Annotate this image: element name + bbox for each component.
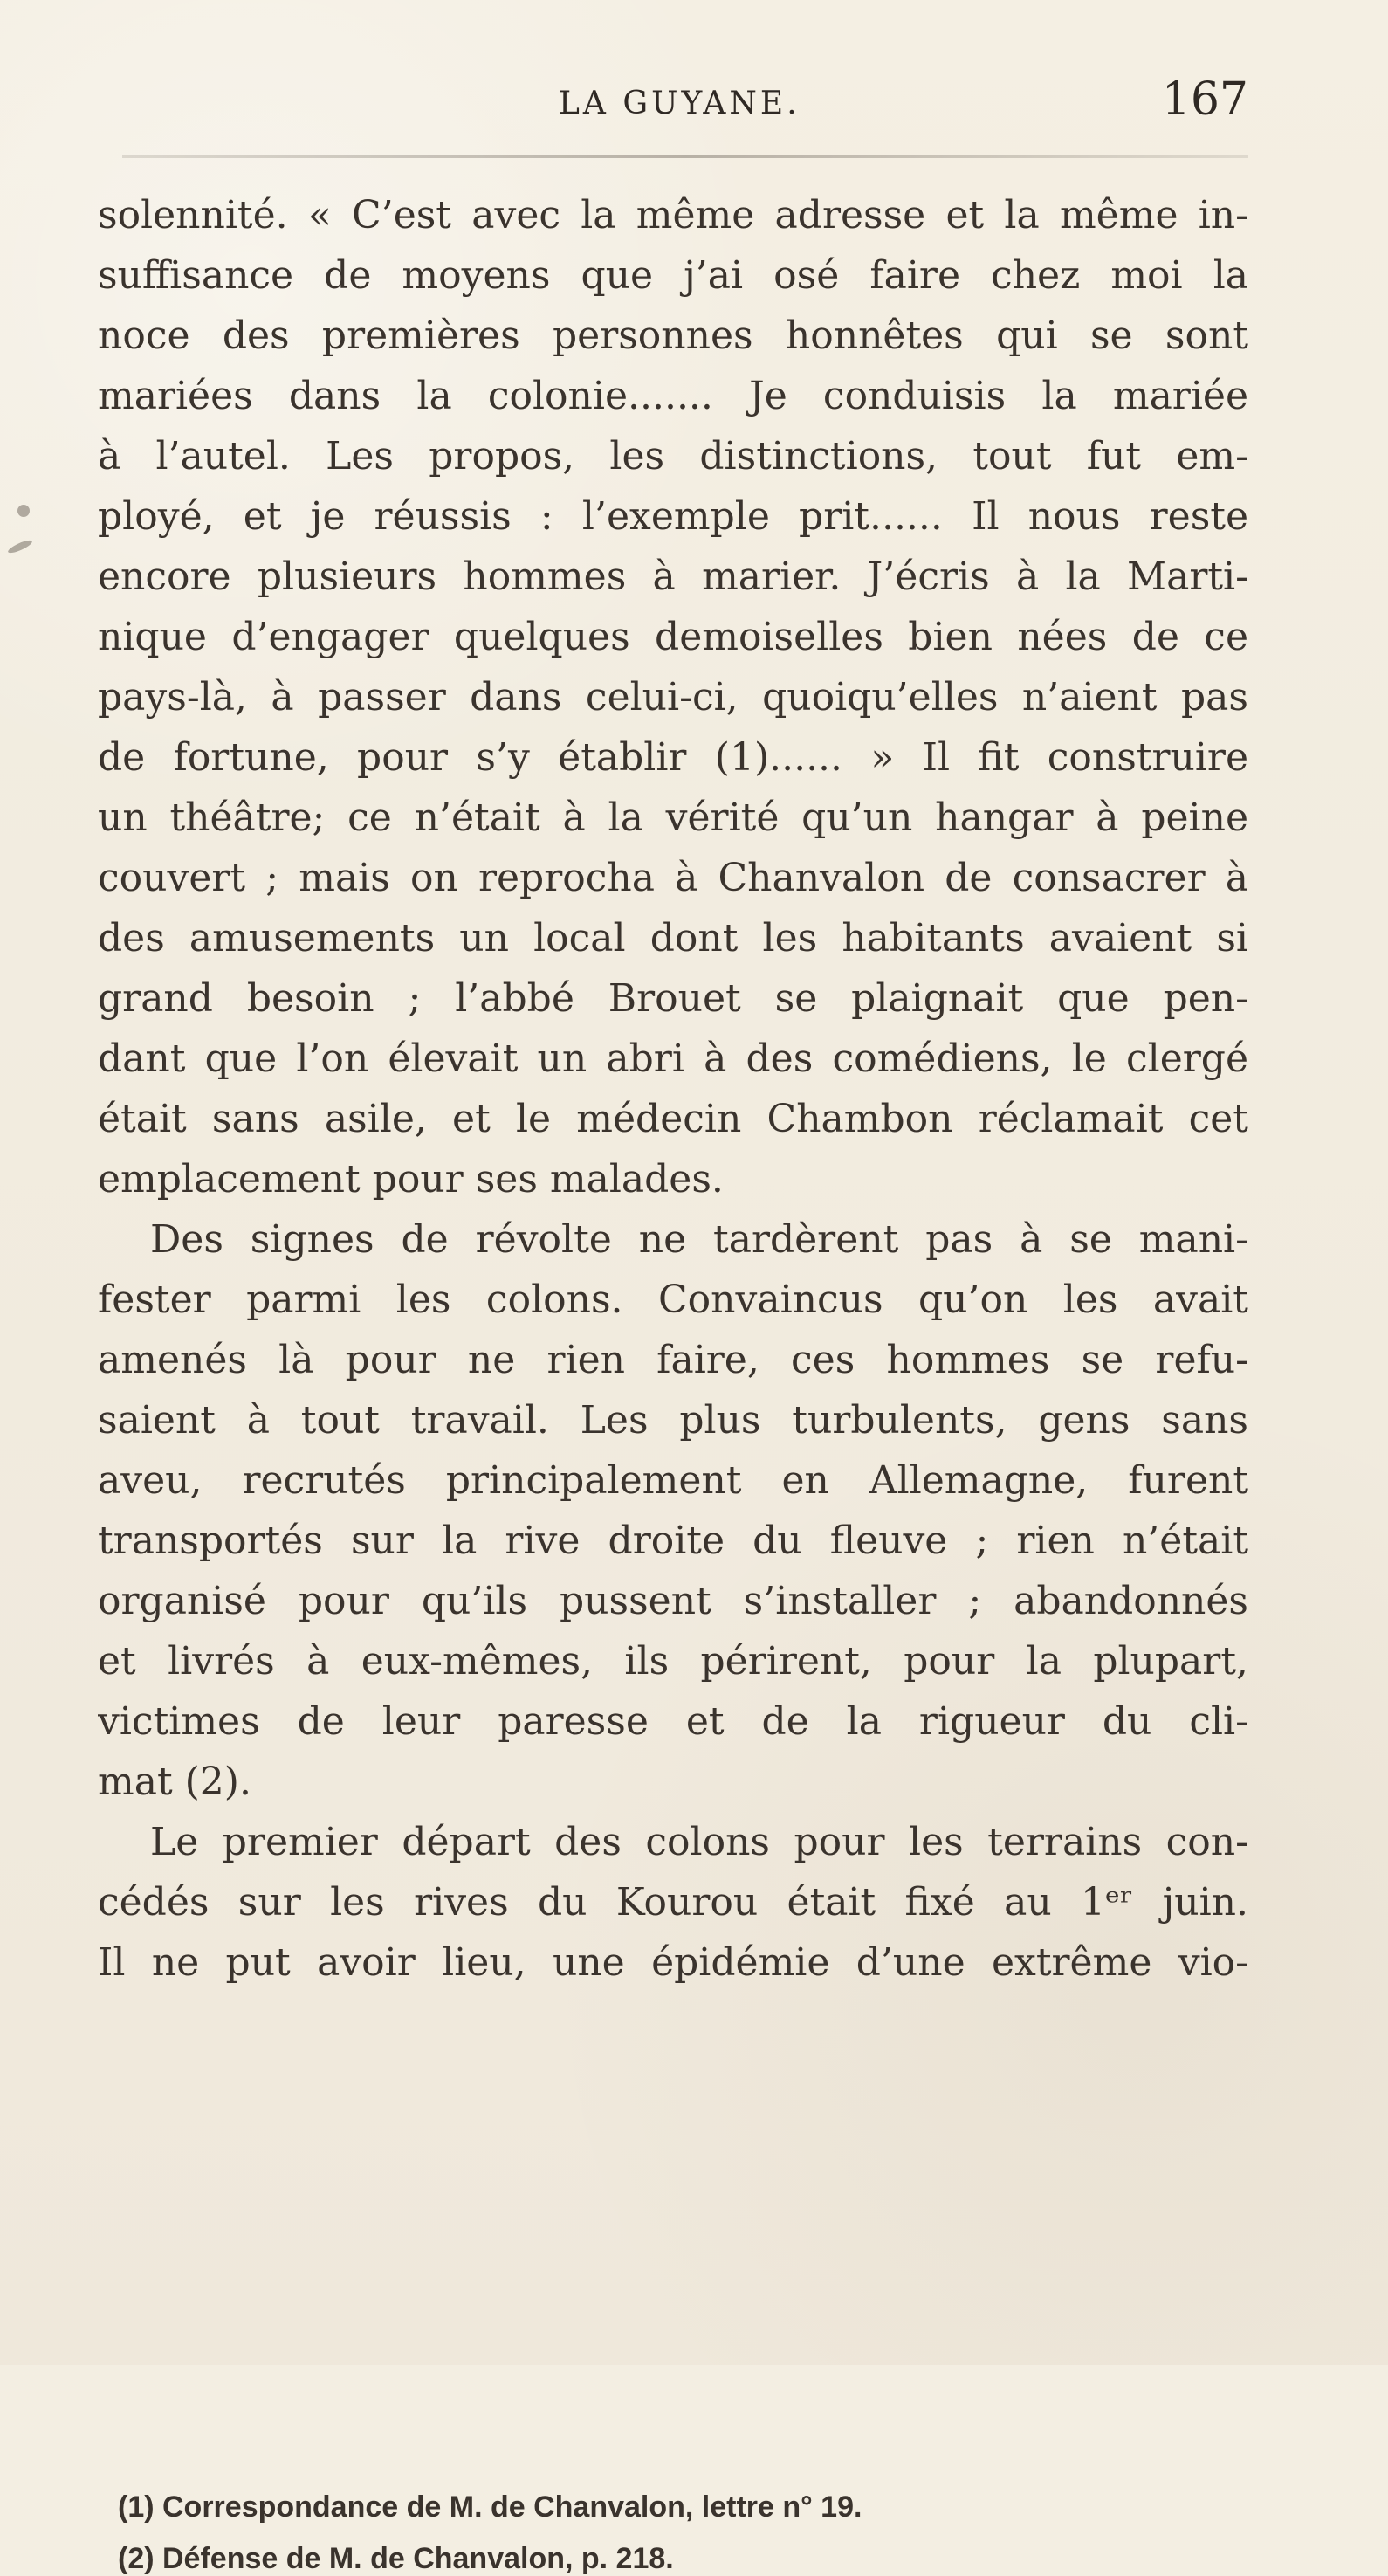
text-line: mariées dans la colonie....... Je conduisis la mariée	[98, 374, 1248, 418]
text-line: mat (2).	[98, 1760, 251, 1804]
text-line: à l’autel. Les propos, les distinctions, tout fut em-	[98, 434, 1248, 479]
text-line: saient à tout travail. Les plus turbulents, gens sans	[98, 1398, 1248, 1443]
text-line: couvert ; mais on reprocha à Chanvalon de consacrer à	[98, 856, 1248, 900]
text-line: Des signes de révolte ne tardèrent pas à se mani-	[150, 1217, 1248, 1262]
text-line: des amusements un local dont les habitants avaient si	[98, 916, 1248, 961]
page-header	[122, 73, 1248, 138]
text-line: ployé, et je réussis : l’exemple prit...... Il nous reste	[98, 494, 1248, 539]
running-title: LA GUYANE.	[559, 86, 801, 121]
text-line: suffisance de moyens que j’ai osé faire chez moi la	[98, 253, 1248, 298]
text-line: grand besoin ; l’abbé Brouet se plaignait que pen-	[98, 976, 1248, 1021]
text-line: noce des premières personnes honnêtes qui se sont	[98, 313, 1248, 358]
page-number: 167	[1161, 73, 1248, 126]
text-line: transportés sur la rive droite du fleuve ; rien n’était	[98, 1519, 1248, 1563]
text-line: dant que l’on élevait un abri à des comédiens, le clergé	[98, 1037, 1248, 1081]
footnote-2: (2) Défense de M. de Chanvalon, p. 218.	[118, 2542, 674, 2575]
text-line: de fortune, pour s’y établir (1)...... » Il fit construire	[98, 735, 1248, 780]
text-line: aveu, recrutés principalement en Allemagne, furent	[98, 1458, 1248, 1503]
text-line: un théâtre; ce n’était à la vérité qu’un hangar à peine	[98, 796, 1248, 840]
text-line: fester parmi les colons. Convaincus qu’on les avait	[98, 1278, 1248, 1322]
text-line: solennité. « C’est avec la même adresse et la même in-	[98, 193, 1248, 238]
text-line: pays-là, à passer dans celui-ci, quoiqu’elles n’aient pas	[98, 675, 1248, 720]
text-line: et livrés à eux-mêmes, ils périrent, pour la plupart,	[98, 1639, 1248, 1684]
footnote-1: (1) Correspondance de M. de Chanvalon, lettre n° 19.	[118, 2490, 862, 2524]
text-line: était sans asile, et le médecin Chambon réclamait cet	[98, 1097, 1248, 1141]
text-line: victimes de leur paresse et de la rigueur du cli-	[98, 1699, 1248, 1744]
page-edge-mark	[0, 498, 45, 576]
text-line: cédés sur les rives du Kourou était fixé au 1ᵉʳ juin.	[98, 1880, 1248, 1925]
text-line: Il ne put avoir lieu, une épidémie d’une extrême vio-	[98, 1940, 1248, 1985]
text-line: emplacement pour ses malades.	[98, 1157, 724, 1202]
text-line: nique d’engager quelques demoiselles bien nées de ce	[98, 615, 1248, 659]
text-line: Le premier départ des colons pour les terrains con-	[150, 1820, 1248, 1864]
text-line: amenés là pour ne rien faire, ces hommes se refu-	[98, 1338, 1248, 1382]
header-rule	[122, 155, 1248, 158]
text-line: organisé pour qu’ils pussent s’installer ; abandonnés	[98, 1579, 1248, 1623]
main-text	[98, 185, 1248, 1993]
text-line: encore plusieurs hommes à marier. J’écris à la Marti-	[98, 554, 1248, 599]
